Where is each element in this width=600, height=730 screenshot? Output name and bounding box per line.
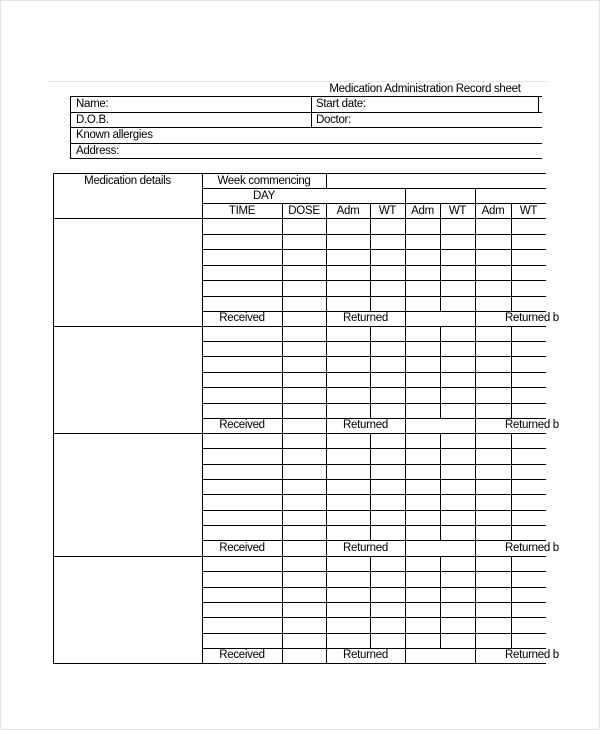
grid-v-line	[475, 540, 476, 556]
grid-h-line	[202, 249, 546, 250]
returned-by-label: Returned b	[505, 649, 559, 661]
grid-v-line	[405, 540, 406, 556]
grid-h-line	[53, 556, 546, 557]
received-label: Received	[219, 542, 265, 554]
time-header: TIME	[228, 205, 256, 217]
grid-v-line	[440, 556, 441, 648]
grid-v-line	[475, 556, 476, 648]
grid-v-line	[475, 433, 476, 540]
grid-v-line	[405, 556, 406, 648]
grid-v-line	[282, 433, 283, 540]
adm-header-3: Adm	[481, 205, 505, 217]
adm-header-2: Adm	[411, 205, 434, 217]
grid-h-line	[202, 188, 546, 189]
dose-header: DOSE	[288, 205, 320, 217]
medication-details-header: Medication details	[84, 175, 171, 187]
grid-h-line	[202, 356, 546, 357]
wt-header-3: WT	[519, 205, 538, 217]
doctor-label: Doctor:	[316, 114, 351, 126]
grid-v-line	[405, 188, 406, 203]
grid-v-line	[440, 218, 441, 311]
grid-v-line	[475, 311, 476, 326]
page-title: Medication Administration Record sheet	[329, 83, 521, 95]
grid-h-line	[202, 387, 546, 388]
grid-v-line	[475, 326, 476, 418]
grid-h-line	[202, 280, 546, 281]
grid-v-line	[326, 326, 327, 418]
grid-v-line	[511, 326, 512, 418]
grid-v-line	[370, 326, 371, 418]
returned-by-label: Returned b	[505, 542, 559, 554]
grid-h-line	[53, 433, 546, 434]
grid-h-line	[202, 587, 546, 588]
grid-h-line	[202, 617, 546, 618]
grid-v-line	[511, 433, 512, 540]
grid-h-line	[202, 540, 546, 541]
grid-v-line	[282, 326, 283, 418]
grid-v-line	[53, 173, 54, 663]
week-commencing-header: Week commencing	[217, 175, 311, 187]
grid-v-line	[440, 326, 441, 418]
returned-label: Returned	[343, 542, 388, 554]
grid-h-line	[53, 218, 546, 219]
wt-header-1: WT	[378, 205, 397, 217]
grid-h-line	[53, 173, 546, 174]
grid-h-line	[202, 494, 546, 495]
grid-v-line	[405, 218, 406, 311]
grid-h-line	[202, 633, 546, 634]
grid-v-line	[282, 218, 283, 311]
grid-h-line	[202, 203, 546, 204]
grid-h-line	[202, 464, 546, 465]
allergies-label: Known allergies	[76, 129, 153, 141]
grid-v-line	[405, 326, 406, 418]
grid-v-line	[282, 311, 283, 326]
grid-v-line	[370, 218, 371, 311]
grid-v-line	[282, 648, 283, 663]
grid-h-line	[202, 448, 546, 449]
grid-h-line	[202, 602, 546, 603]
day-header: DAY	[253, 190, 275, 202]
grid-v-line	[370, 433, 371, 540]
grid-v-line	[405, 433, 406, 540]
grid-h-line	[202, 510, 546, 511]
returned-label: Returned	[343, 649, 388, 661]
grid-v-line	[282, 418, 283, 433]
returned-label: Returned	[343, 419, 388, 431]
start-date-label: Start date:	[316, 98, 366, 110]
grid-v-line	[326, 433, 327, 540]
name-label: Name:	[76, 98, 109, 110]
returned-by-label: Returned b	[505, 312, 559, 324]
grid-v-line	[440, 433, 441, 540]
received-label: Received	[219, 419, 265, 431]
grid-v-line	[370, 556, 371, 648]
grid-h-line	[202, 265, 546, 266]
grid-h-line	[202, 403, 546, 404]
grid-v-line	[475, 188, 476, 203]
grid-v-line	[475, 418, 476, 433]
grid-h-line	[53, 326, 546, 327]
grid-v-line	[511, 218, 512, 311]
grid-v-line	[405, 311, 406, 326]
returned-by-label: Returned b	[505, 419, 559, 431]
adm-header-1: Adm	[336, 205, 360, 217]
grid-h-line	[202, 234, 546, 235]
grid-v-line	[282, 540, 283, 556]
grid-v-line	[326, 556, 327, 648]
returned-label: Returned	[343, 312, 388, 324]
grid-v-line	[326, 173, 327, 188]
grid-v-line	[511, 556, 512, 648]
grid-h-line	[202, 296, 546, 297]
grid-h-line	[202, 525, 546, 526]
received-label: Received	[219, 649, 265, 661]
grid-v-line	[326, 218, 327, 311]
received-label: Received	[219, 312, 265, 324]
grid-h-line	[202, 479, 546, 480]
grid-v-line	[475, 218, 476, 311]
dob-label: D.O.B.	[76, 114, 109, 126]
wt-header-2: WT	[448, 205, 467, 217]
grid-h-line	[53, 663, 546, 664]
address-label: Address:	[76, 145, 119, 157]
grid-v-line	[405, 418, 406, 433]
grid-h-line	[202, 341, 546, 342]
grid-h-line	[202, 372, 546, 373]
grid-v-line	[475, 648, 476, 663]
grid-v-line	[282, 556, 283, 648]
grid-h-line	[202, 571, 546, 572]
grid-v-line	[405, 648, 406, 663]
